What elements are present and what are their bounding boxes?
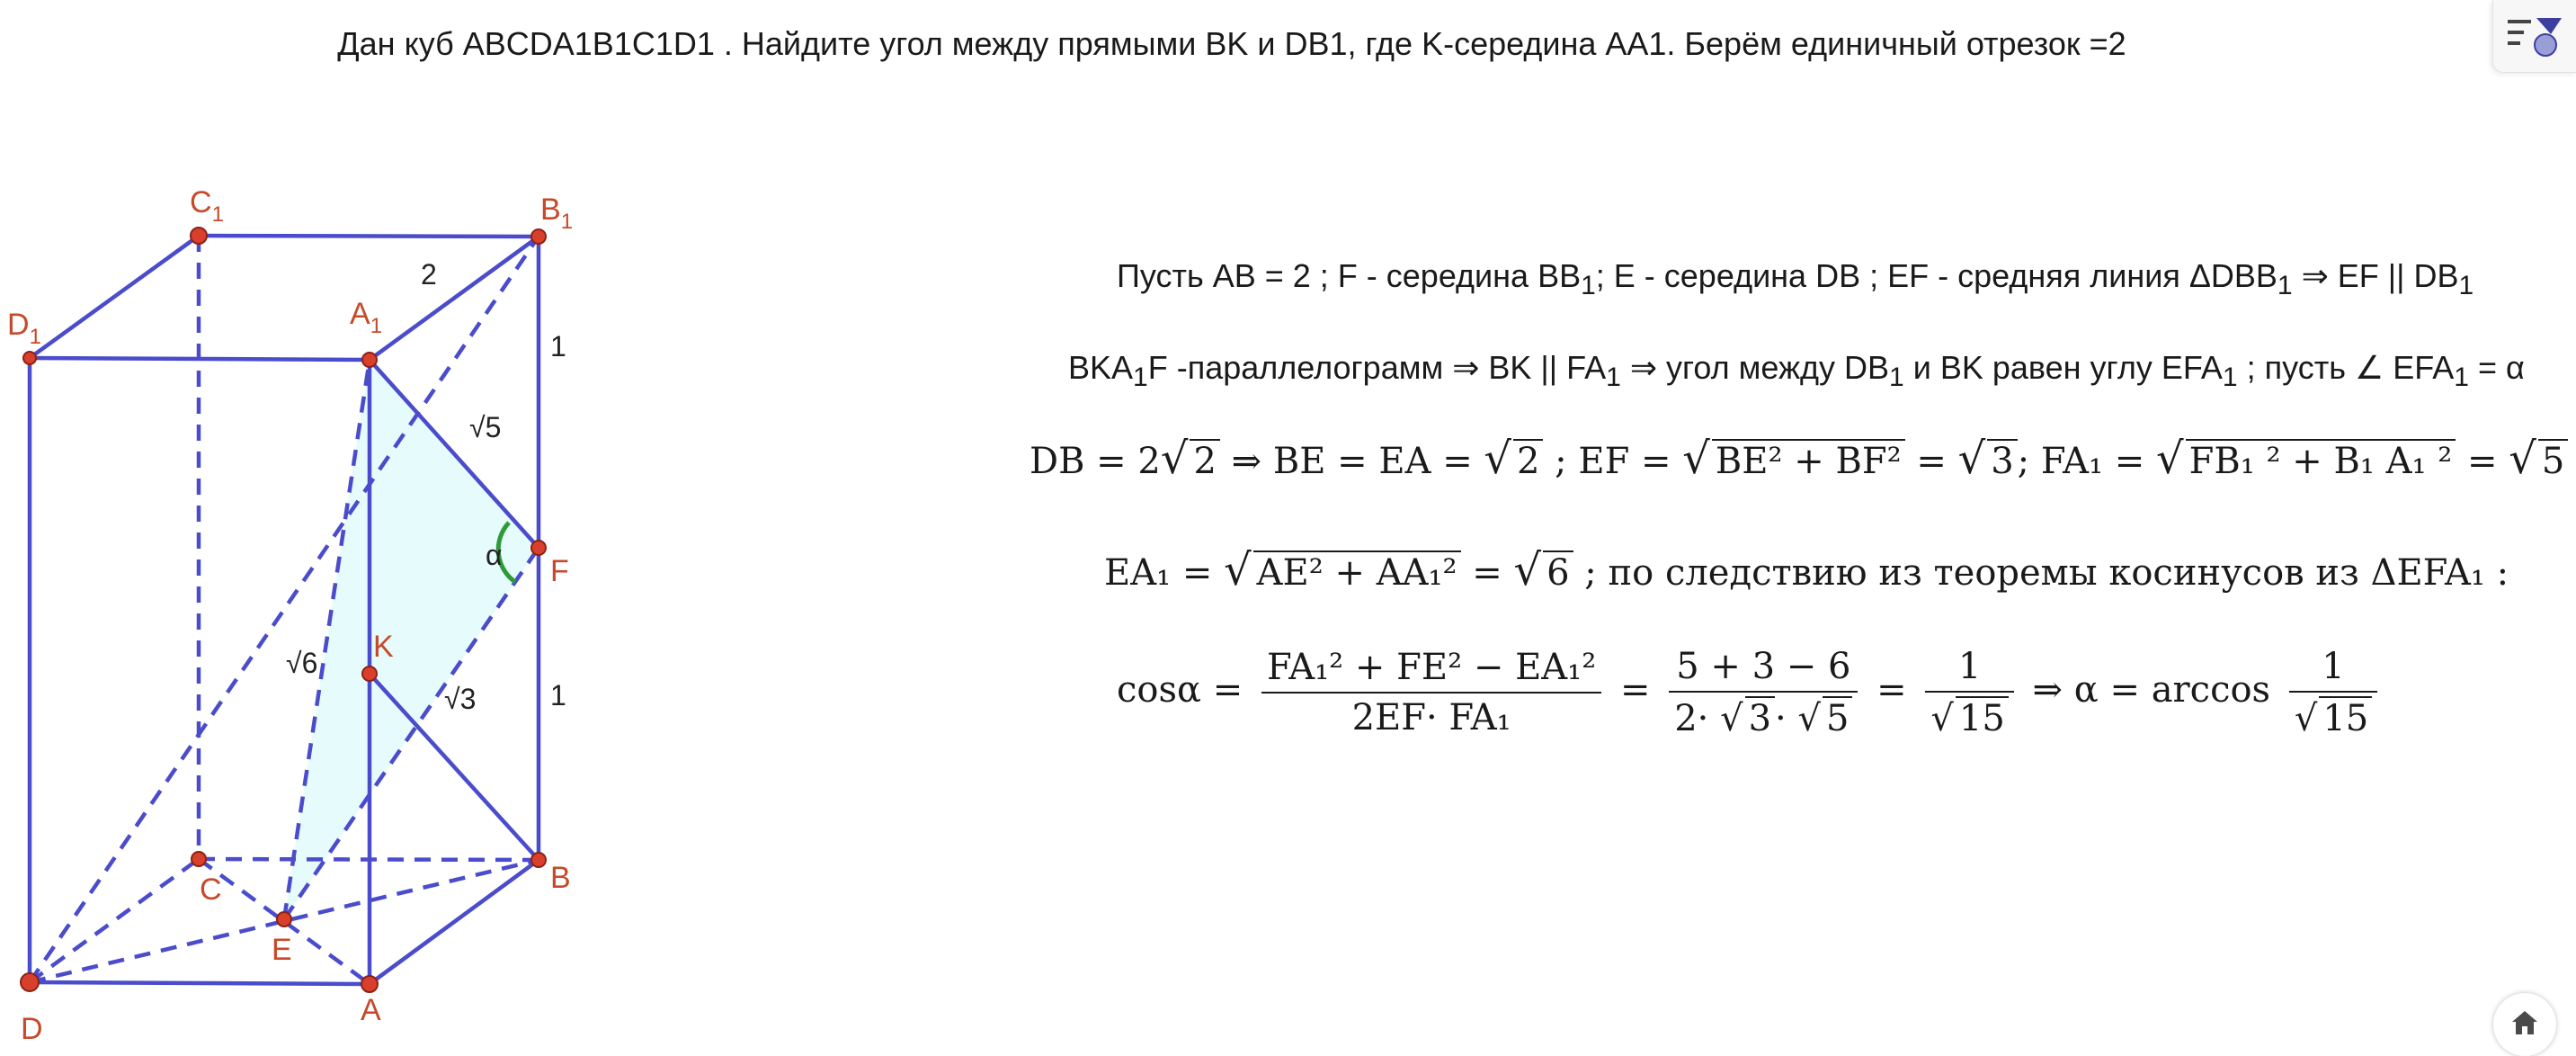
point-e <box>277 912 291 926</box>
solution-line-1: Пусть AB = 2 ; F - середина $BB_1$; E - середина DB ; EF - средняя линия $\Delta DBB_1$ ⇒ EF || $DB_1$ <box>1117 257 2474 301</box>
fraction-result: $\frac{1}{√ 15}$ <box>1925 646 2013 739</box>
solution-line-4: EA₁ = √ AE² + AA₁² = √ 6 ; по следствию из теоремы косинусов из ΔEFA₁ : <box>1104 545 2509 595</box>
measure-a1e: √6 <box>286 647 318 679</box>
point-b <box>531 853 546 867</box>
menu-button[interactable] <box>2492 0 2576 73</box>
label-d1: $D_1$ <box>7 308 41 349</box>
point-a <box>361 976 378 992</box>
point-d <box>21 973 39 991</box>
measure-alpha: α <box>486 539 503 571</box>
problem-title: Дан куб ABCDA1B1C1D1 . Найдите угол между прямыми BK и DB1, где K-середина AA1. Берём единичный отрезок =2 <box>337 25 2126 62</box>
fraction-values: $\frac{5 + 3 - 6}{2\cdot √ 3 \cdot √ 5}$ <box>1669 646 1858 739</box>
point-a1 <box>362 353 377 367</box>
label-c: C <box>200 873 222 907</box>
point-k <box>362 667 377 681</box>
fraction-cosine-rule: $\frac{\text{FA₁² + FE² − EA₁²}}{\text{2EF· FA₁}}$ <box>1261 647 1601 738</box>
solution-line-2: $BKA_1F$ -параллелограмм ⇒ BK || $FA_1$ ⇒ угол между $DB_1$ и BK равен углу $EFA_1$ ; пусть ∠ $EFA_1 = \alpha$ <box>1068 349 2525 393</box>
measure-ef: √3 <box>444 683 477 715</box>
edge-a1-b1 <box>370 237 539 360</box>
edge-c-b <box>199 859 539 860</box>
measure-a1f: √5 <box>469 411 502 443</box>
home-button[interactable] <box>2493 993 2556 1056</box>
measure-edge-top: 2 <box>421 258 437 291</box>
triangle-efa1 <box>284 360 539 919</box>
point-f <box>531 541 546 555</box>
menu-icon <box>2506 11 2563 61</box>
label-a: A <box>361 993 381 1027</box>
measure-b1f: 1 <box>550 330 566 362</box>
label-e: E <box>272 933 292 967</box>
point-c <box>192 852 206 866</box>
label-b1: $B_1$ <box>540 192 574 234</box>
home-icon <box>2510 1008 2539 1037</box>
point-d1 <box>23 352 36 364</box>
edge-c1-b1 <box>199 236 539 237</box>
fraction-arccos: $\frac{1}{√ 15}$ <box>2289 646 2377 739</box>
label-d: D <box>21 1012 43 1046</box>
cube-figure <box>0 0 1025 1056</box>
label-f: F <box>550 554 569 588</box>
point-b1 <box>531 229 546 244</box>
edge-d-a <box>30 982 370 984</box>
solution-line-3: DB = 2√ 2 ⇒ BE = EA = √ 2 ; EF = √ BE² + BF² = √ 3 ; FA₁ = √ FB₁ ² + B₁ A₁ ² = √ 5 <box>1030 434 2568 484</box>
label-b: B <box>550 861 571 895</box>
label-a1: $A_1$ <box>350 297 383 338</box>
solution-line-5: cosα = $\frac{\text{FA₁² + FE² − EA₁²}}{\text{2EF· FA₁}}$ = $\frac{5 + 3 - 6}{2\cdot √ 3 \cdot √ 5}$ = $\frac{1}{√ 15}$ ⇒ α = arccos $\frac{1}{√ 15}$ <box>1117 646 2384 739</box>
label-k: K <box>373 630 394 664</box>
edge-d1-c1 <box>30 236 199 358</box>
label-c1: $C_1$ <box>190 185 224 227</box>
measure-fb: 1 <box>550 679 566 711</box>
point-c1 <box>191 228 207 244</box>
